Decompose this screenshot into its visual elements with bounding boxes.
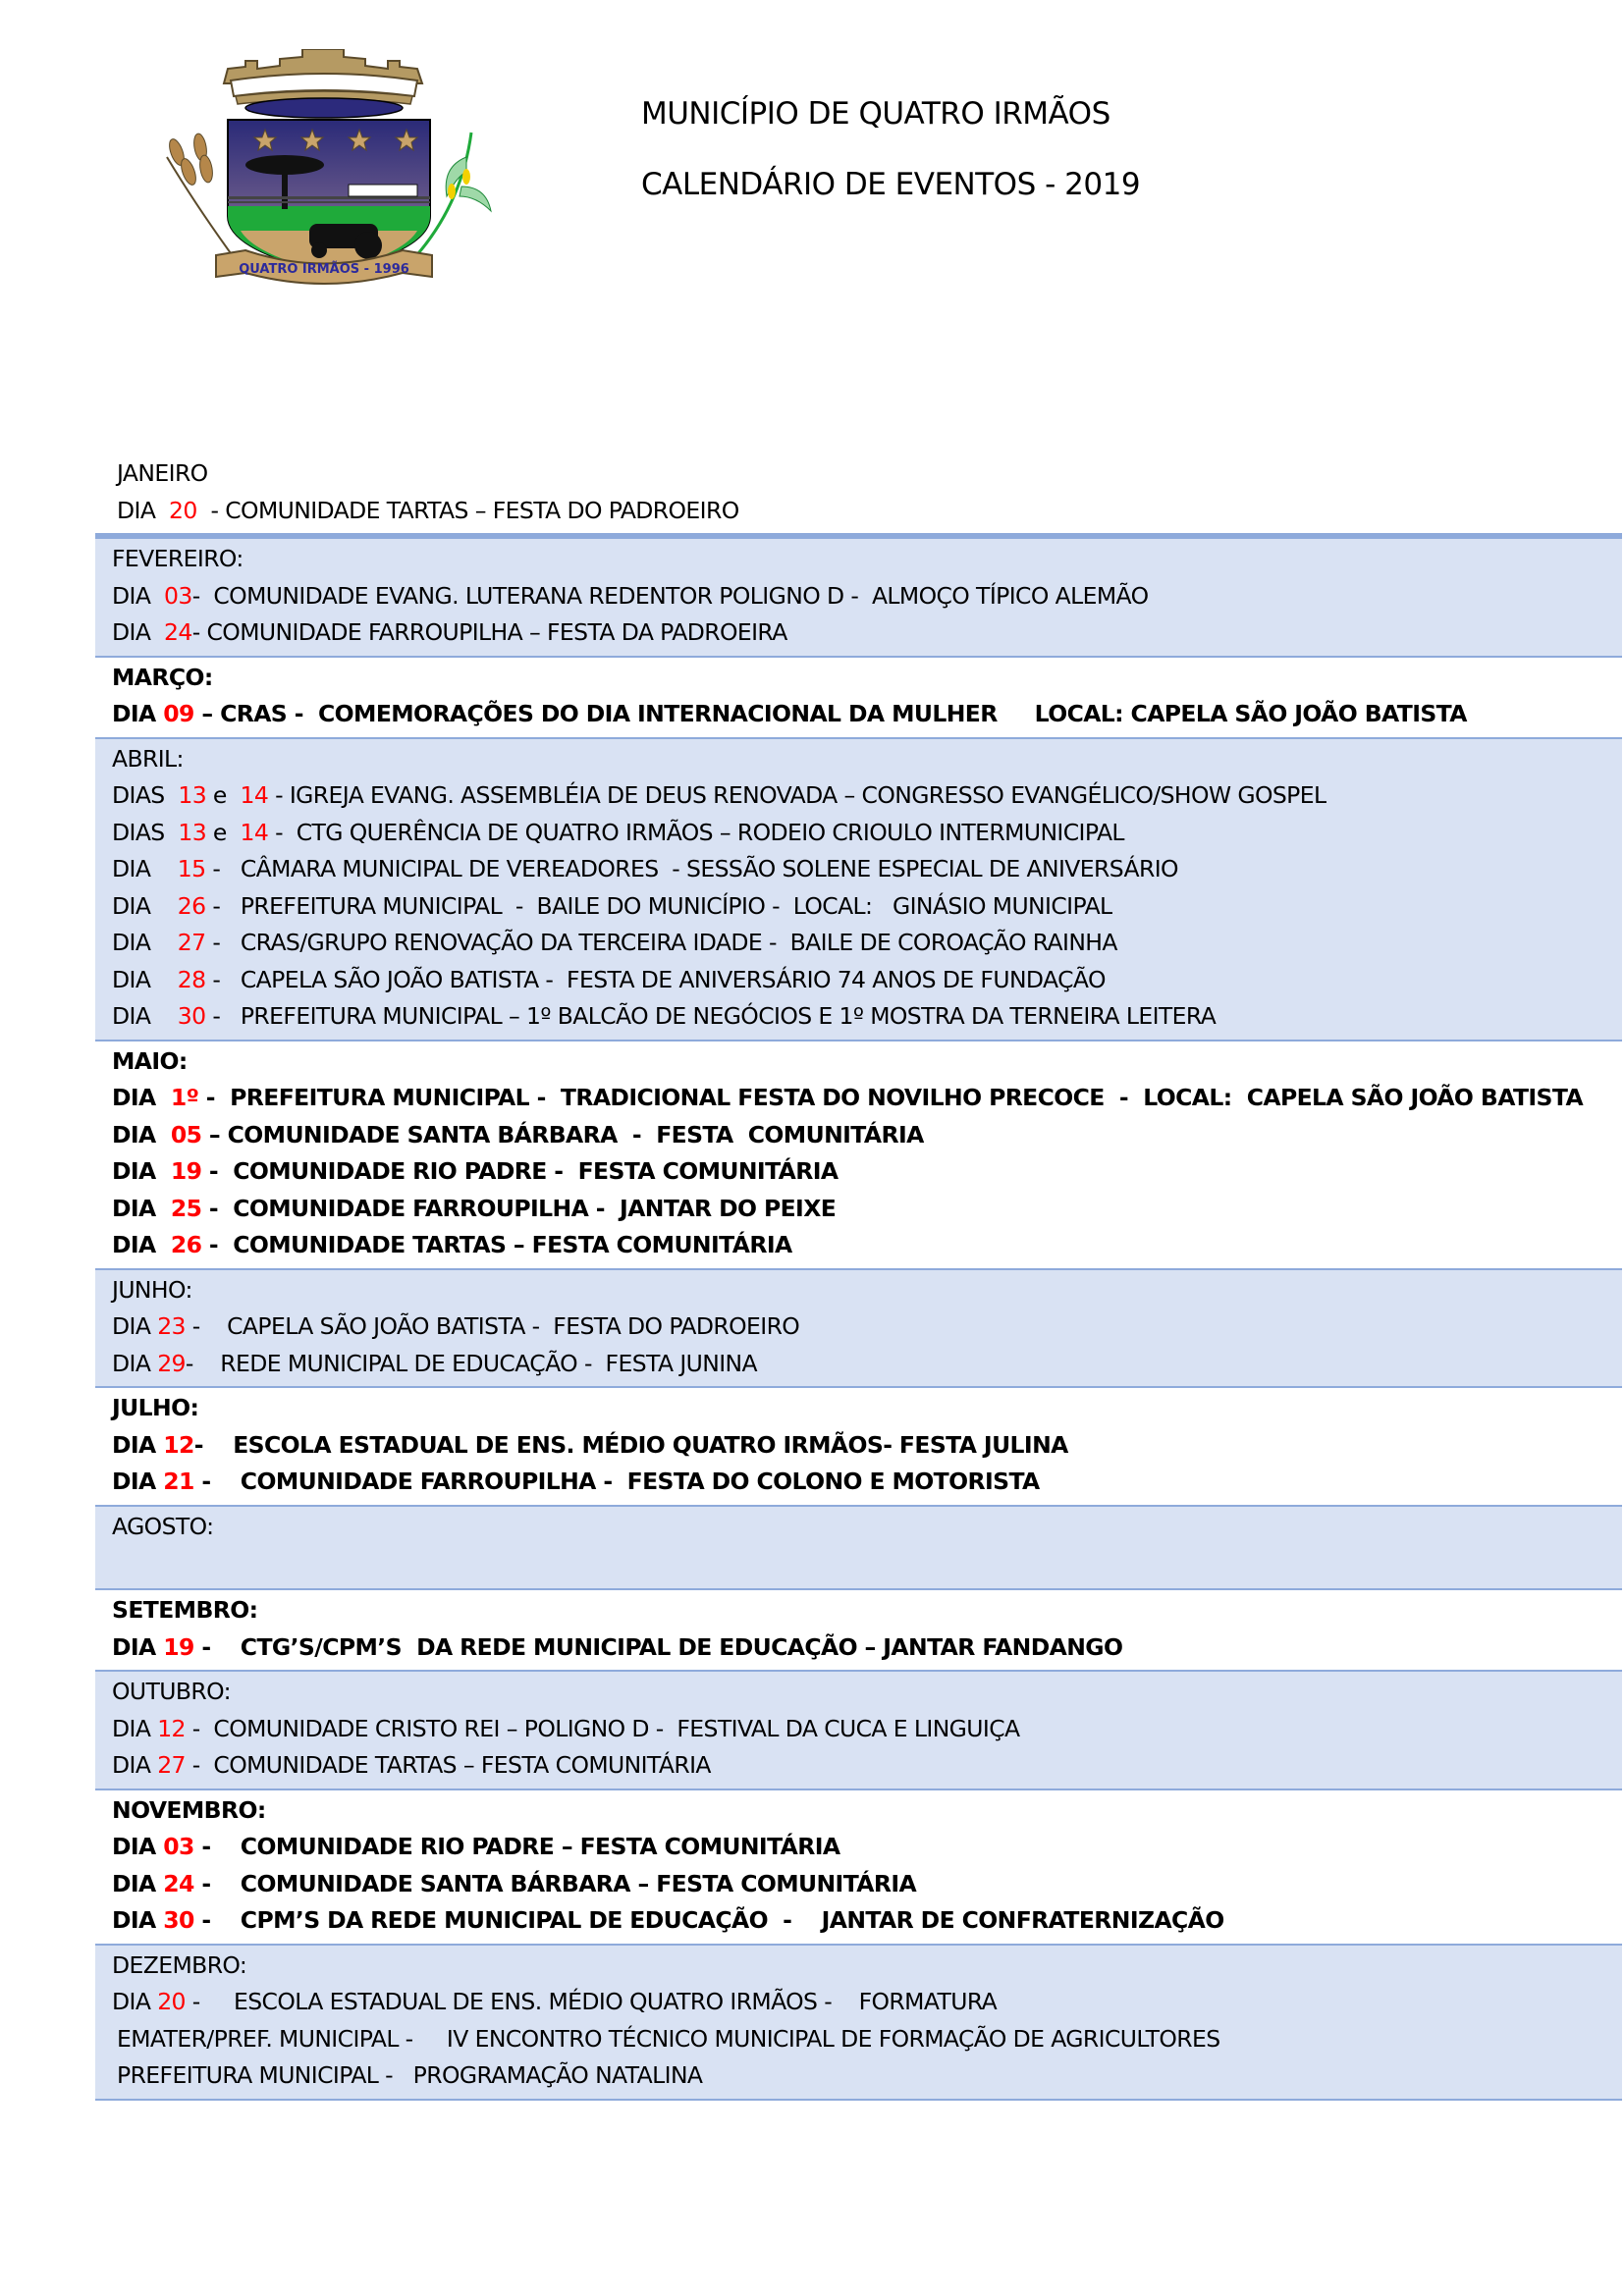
event-description: - IGREJA EVANG. ASSEMBLÉIA DE DEUS RENOVADA – CONGRESSO EVANGÉLICO/SHOW GOSPEL <box>268 781 1326 809</box>
event-line <box>95 1866 1622 1903</box>
event-day-prefix: DIA <box>112 891 178 920</box>
event-day-prefix: DIA <box>112 1869 164 1897</box>
event-day-connector: e <box>206 781 241 809</box>
event-description: – COMUNIDADE SANTA BÁRBARA - FESTA COMUNITÁRIA <box>201 1120 924 1148</box>
event-line <box>95 1711 1622 1748</box>
event-line <box>95 2057 1622 2095</box>
event-line <box>95 777 1622 815</box>
month-section <box>95 658 1622 739</box>
mural-crown <box>224 49 422 118</box>
month-section <box>95 1672 1622 1790</box>
event-day-prefix: DIA <box>112 1157 171 1185</box>
month-section <box>95 1507 1622 1591</box>
events-calendar <box>95 454 1622 2101</box>
wheat-sprig <box>167 133 236 260</box>
month-heading: MARÇO: <box>112 663 213 691</box>
month-section <box>95 1388 1622 1507</box>
event-day-number: 21 <box>163 1468 194 1495</box>
event-line <box>95 1191 1622 1228</box>
month-section <box>95 454 1622 536</box>
month-heading: DEZEMBRO: <box>112 1950 247 1979</box>
event-line <box>95 1153 1622 1191</box>
event-day-number: 24 <box>164 618 192 646</box>
event-day-number: 29 <box>157 1349 186 1377</box>
month-heading: JUNHO: <box>112 1275 192 1304</box>
event-description: - REDE MUNICIPAL DE EDUCAÇÃO - FESTA JUNINA <box>185 1349 758 1377</box>
event-day-number: 05 <box>170 1120 202 1148</box>
event-day-number: 30 <box>163 1906 194 1934</box>
event-description: - COMUNIDADE FARROUPILHA - FESTA DO COLONO E MOTORISTA <box>193 1468 1040 1495</box>
event-description: - CPM’S DA REDE MUNICIPAL DE EDUCAÇÃO - JANTAR DE CONFRATERNIZAÇÃO <box>193 1906 1224 1934</box>
event-line <box>95 815 1622 852</box>
month-section <box>95 1946 1622 2101</box>
event-day-number: 20 <box>169 496 197 524</box>
event-line <box>95 1227 1622 1264</box>
event-description: - COMUNIDADE TARTAS – FESTA COMUNITÁRIA <box>185 1751 711 1779</box>
event-description: PREFEITURA MUNICIPAL - PROGRAMAÇÃO NATALINA <box>117 2061 703 2089</box>
event-description: - COMUNIDADE RIO PADRE - FESTA COMUNITÁRIA <box>201 1157 839 1185</box>
event-description: - CAPELA SÃO JOÃO BATISTA - FESTA DO PADROEIRO <box>185 1312 800 1340</box>
event-line <box>95 2021 1622 2058</box>
event-line <box>95 888 1622 926</box>
event-day-number: 27 <box>177 929 206 956</box>
event-description: - COMUNIDADE EVANG. LUTERANA REDENTOR POLIGNO D - ALMOÇO TÍPICO ALEMÃO <box>191 581 1149 610</box>
event-day-prefix: DIA <box>112 1833 164 1860</box>
event-line <box>95 1427 1622 1465</box>
month-heading: AGOSTO: <box>112 1512 214 1540</box>
event-day-prefix: DIA <box>112 1714 158 1742</box>
event-day-number: 13 <box>178 818 207 846</box>
event-day-prefix: DIA <box>112 1349 158 1377</box>
event-day-prefix: DIA <box>117 496 170 524</box>
event-day-number: 19 <box>170 1157 202 1185</box>
event-day-prefix: DIA <box>112 1632 164 1661</box>
event-description: - CAPELA SÃO JOÃO BATISTA - FESTA DE ANIVERSÁRIO 74 ANOS DE FUNDAÇÃO <box>205 965 1106 993</box>
event-line <box>95 1308 1622 1346</box>
event-day-prefix: DIA <box>112 1084 171 1111</box>
event-description: - CRAS/GRUPO RENOVAÇÃO DA TERCEIRA IDADE - BAILE DE COROAÇÃO RAINHA <box>205 929 1117 956</box>
event-day-number: 20 <box>157 1988 186 2015</box>
event-day-number: 15 <box>177 855 206 882</box>
event-day-number: 03 <box>164 581 192 610</box>
month-heading: OUTUBRO: <box>112 1678 231 1705</box>
event-description: - COMUNIDADE CRISTO REI – POLIGNO D - FESTIVAL DA CUCA E LINGUIÇA <box>185 1714 1020 1742</box>
event-day-prefix: DIA <box>112 1906 164 1934</box>
month-heading: JULHO: <box>112 1394 199 1421</box>
event-description: - COMUNIDADE SANTA BÁRBARA – FESTA COMUNITÁRIA <box>193 1869 917 1897</box>
event-day-number: 24 <box>163 1869 194 1897</box>
page-subtitle: CALENDÁRIO DE EVENTOS - 2019 <box>641 167 1141 202</box>
event-day-number: 26 <box>177 891 206 920</box>
month-heading: FEVEREIRO: <box>112 545 244 572</box>
event-line <box>95 851 1622 888</box>
crest-motto: QUATRO IRMÃOS - 1996 <box>239 262 409 277</box>
event-day-number: 12 <box>157 1714 186 1742</box>
event-description: - CTG’S/CPM’S DA REDE MUNICIPAL DE EDUCAÇÃO – JANTAR FANDANGO <box>193 1632 1123 1661</box>
event-description: - PREFEITURA MUNICIPAL - BAILE DO MUNICÍPIO - LOCAL: GINÁSIO MUNICIPAL <box>205 891 1112 920</box>
event-day-prefix: DIA <box>112 1002 178 1030</box>
event-day-number-2: 14 <box>240 781 269 809</box>
event-line <box>95 614 1622 652</box>
event-day-prefix: DIA <box>112 700 164 727</box>
event-line <box>95 1902 1622 1940</box>
event-line <box>95 1080 1622 1117</box>
event-line <box>95 578 1622 615</box>
event-day-prefix: DIA <box>112 929 178 956</box>
event-day-prefix: DIA <box>112 1312 158 1340</box>
month-heading: NOVEMBRO: <box>112 1795 266 1824</box>
event-day-prefix: DIAS <box>112 818 179 846</box>
event-day-number: 28 <box>177 965 206 993</box>
event-description: - COMUNIDADE TARTAS – FESTA DO PADROEIRO <box>196 496 739 524</box>
event-line <box>95 1747 1622 1785</box>
event-day-number: 09 <box>163 700 194 727</box>
event-day-prefix: DIA <box>112 965 178 993</box>
month-heading: SETEMBRO: <box>112 1596 258 1624</box>
event-day-number: 23 <box>157 1312 186 1340</box>
event-day-number: 12 <box>163 1430 194 1459</box>
event-day-number: 1º <box>170 1084 199 1111</box>
event-line <box>95 1346 1622 1383</box>
event-day-number: 27 <box>157 1751 186 1779</box>
event-line <box>95 998 1622 1036</box>
month-section <box>95 1590 1622 1672</box>
event-line <box>95 925 1622 962</box>
event-line <box>95 962 1622 999</box>
month-section <box>95 739 1622 1041</box>
event-day-number: 13 <box>178 781 207 809</box>
page-title: MUNICÍPIO DE QUATRO IRMÃOS <box>641 96 1110 132</box>
event-line <box>95 1117 1622 1154</box>
event-day-prefix: DIA <box>112 1194 171 1222</box>
event-day-number: 03 <box>163 1833 194 1860</box>
event-day-number: 19 <box>163 1632 194 1661</box>
month-heading: JANEIRO <box>117 459 208 487</box>
month-section <box>95 1270 1622 1389</box>
month-section <box>95 536 1622 658</box>
event-day-prefix: DIA <box>112 855 178 882</box>
event-description: - COMUNIDADE TARTAS – FESTA COMUNITÁRIA <box>201 1231 792 1258</box>
event-line <box>95 1629 1622 1667</box>
empty-month-space <box>95 1545 1622 1584</box>
event-description: - CTG QUERÊNCIA DE QUATRO IRMÃOS – RODEIO CRIOULO INTERMUNICIPAL <box>268 818 1124 846</box>
event-day-prefix: DIA <box>112 1751 158 1779</box>
event-line <box>95 493 1622 530</box>
event-day-prefix: DIA <box>112 1988 158 2015</box>
event-description: - PREFEITURA MUNICIPAL - TRADICIONAL FESTA DO NOVILHO PRECOCE - LOCAL: CAPELA SÃO JOÃO BATISTA <box>198 1084 1584 1111</box>
event-day-prefix: DIAS <box>112 781 179 809</box>
municipal-crest-logo <box>147 49 501 285</box>
event-day-number: 30 <box>177 1002 206 1030</box>
event-description: - ESCOLA ESTADUAL DE ENS. MÉDIO QUATRO IRMÃOS - FORMATURA <box>185 1988 998 2015</box>
event-day-prefix: DIA <box>112 1468 164 1495</box>
shield <box>228 120 430 273</box>
event-line <box>95 1464 1622 1501</box>
event-line <box>95 1984 1622 2021</box>
event-day-prefix: DIA <box>112 1430 164 1459</box>
month-section <box>95 1041 1622 1270</box>
event-description: - PREFEITURA MUNICIPAL – 1º BALCÃO DE NEGÓCIOS E 1º MOSTRA DA TERNEIRA LEITERA <box>205 1002 1217 1030</box>
event-day-number: 25 <box>170 1194 202 1222</box>
event-description: - COMUNIDADE FARROUPILHA – FESTA DA PADROEIRA <box>191 618 787 646</box>
month-heading: ABRIL: <box>112 744 184 773</box>
event-day-prefix: DIA <box>112 1120 171 1148</box>
event-day-prefix: DIA <box>112 618 165 646</box>
event-description: - COMUNIDADE RIO PADRE – FESTA COMUNITÁRIA <box>193 1833 840 1860</box>
event-day-connector: e <box>206 818 241 846</box>
event-day-number-2: 14 <box>240 818 269 846</box>
month-section <box>95 1790 1622 1946</box>
event-line <box>95 696 1622 733</box>
event-description: EMATER/PREF. MUNICIPAL - IV ENCONTRO TÉCNICO MUNICIPAL DE FORMAÇÃO DE AGRICULTORES <box>117 2024 1220 2053</box>
event-line <box>95 1829 1622 1866</box>
event-description: - COMUNIDADE FARROUPILHA - JANTAR DO PEIXE <box>201 1194 837 1222</box>
event-day-prefix: DIA <box>112 1231 171 1258</box>
month-heading: MAIO: <box>112 1046 188 1075</box>
event-description: - ESCOLA ESTADUAL DE ENS. MÉDIO QUATRO IRMÃOS- FESTA JULINA <box>193 1430 1068 1459</box>
event-day-number: 26 <box>170 1231 202 1258</box>
event-description: - CÂMARA MUNICIPAL DE VEREADORES - SESSÃO SOLENE ESPECIAL DE ANIVERSÁRIO <box>205 855 1178 882</box>
event-description: – CRAS - COMEMORAÇÕES DO DIA INTERNACIONAL DA MULHER LOCAL: CAPELA SÃO JOÃO BATISTA <box>193 700 1467 727</box>
event-day-prefix: DIA <box>112 581 165 610</box>
